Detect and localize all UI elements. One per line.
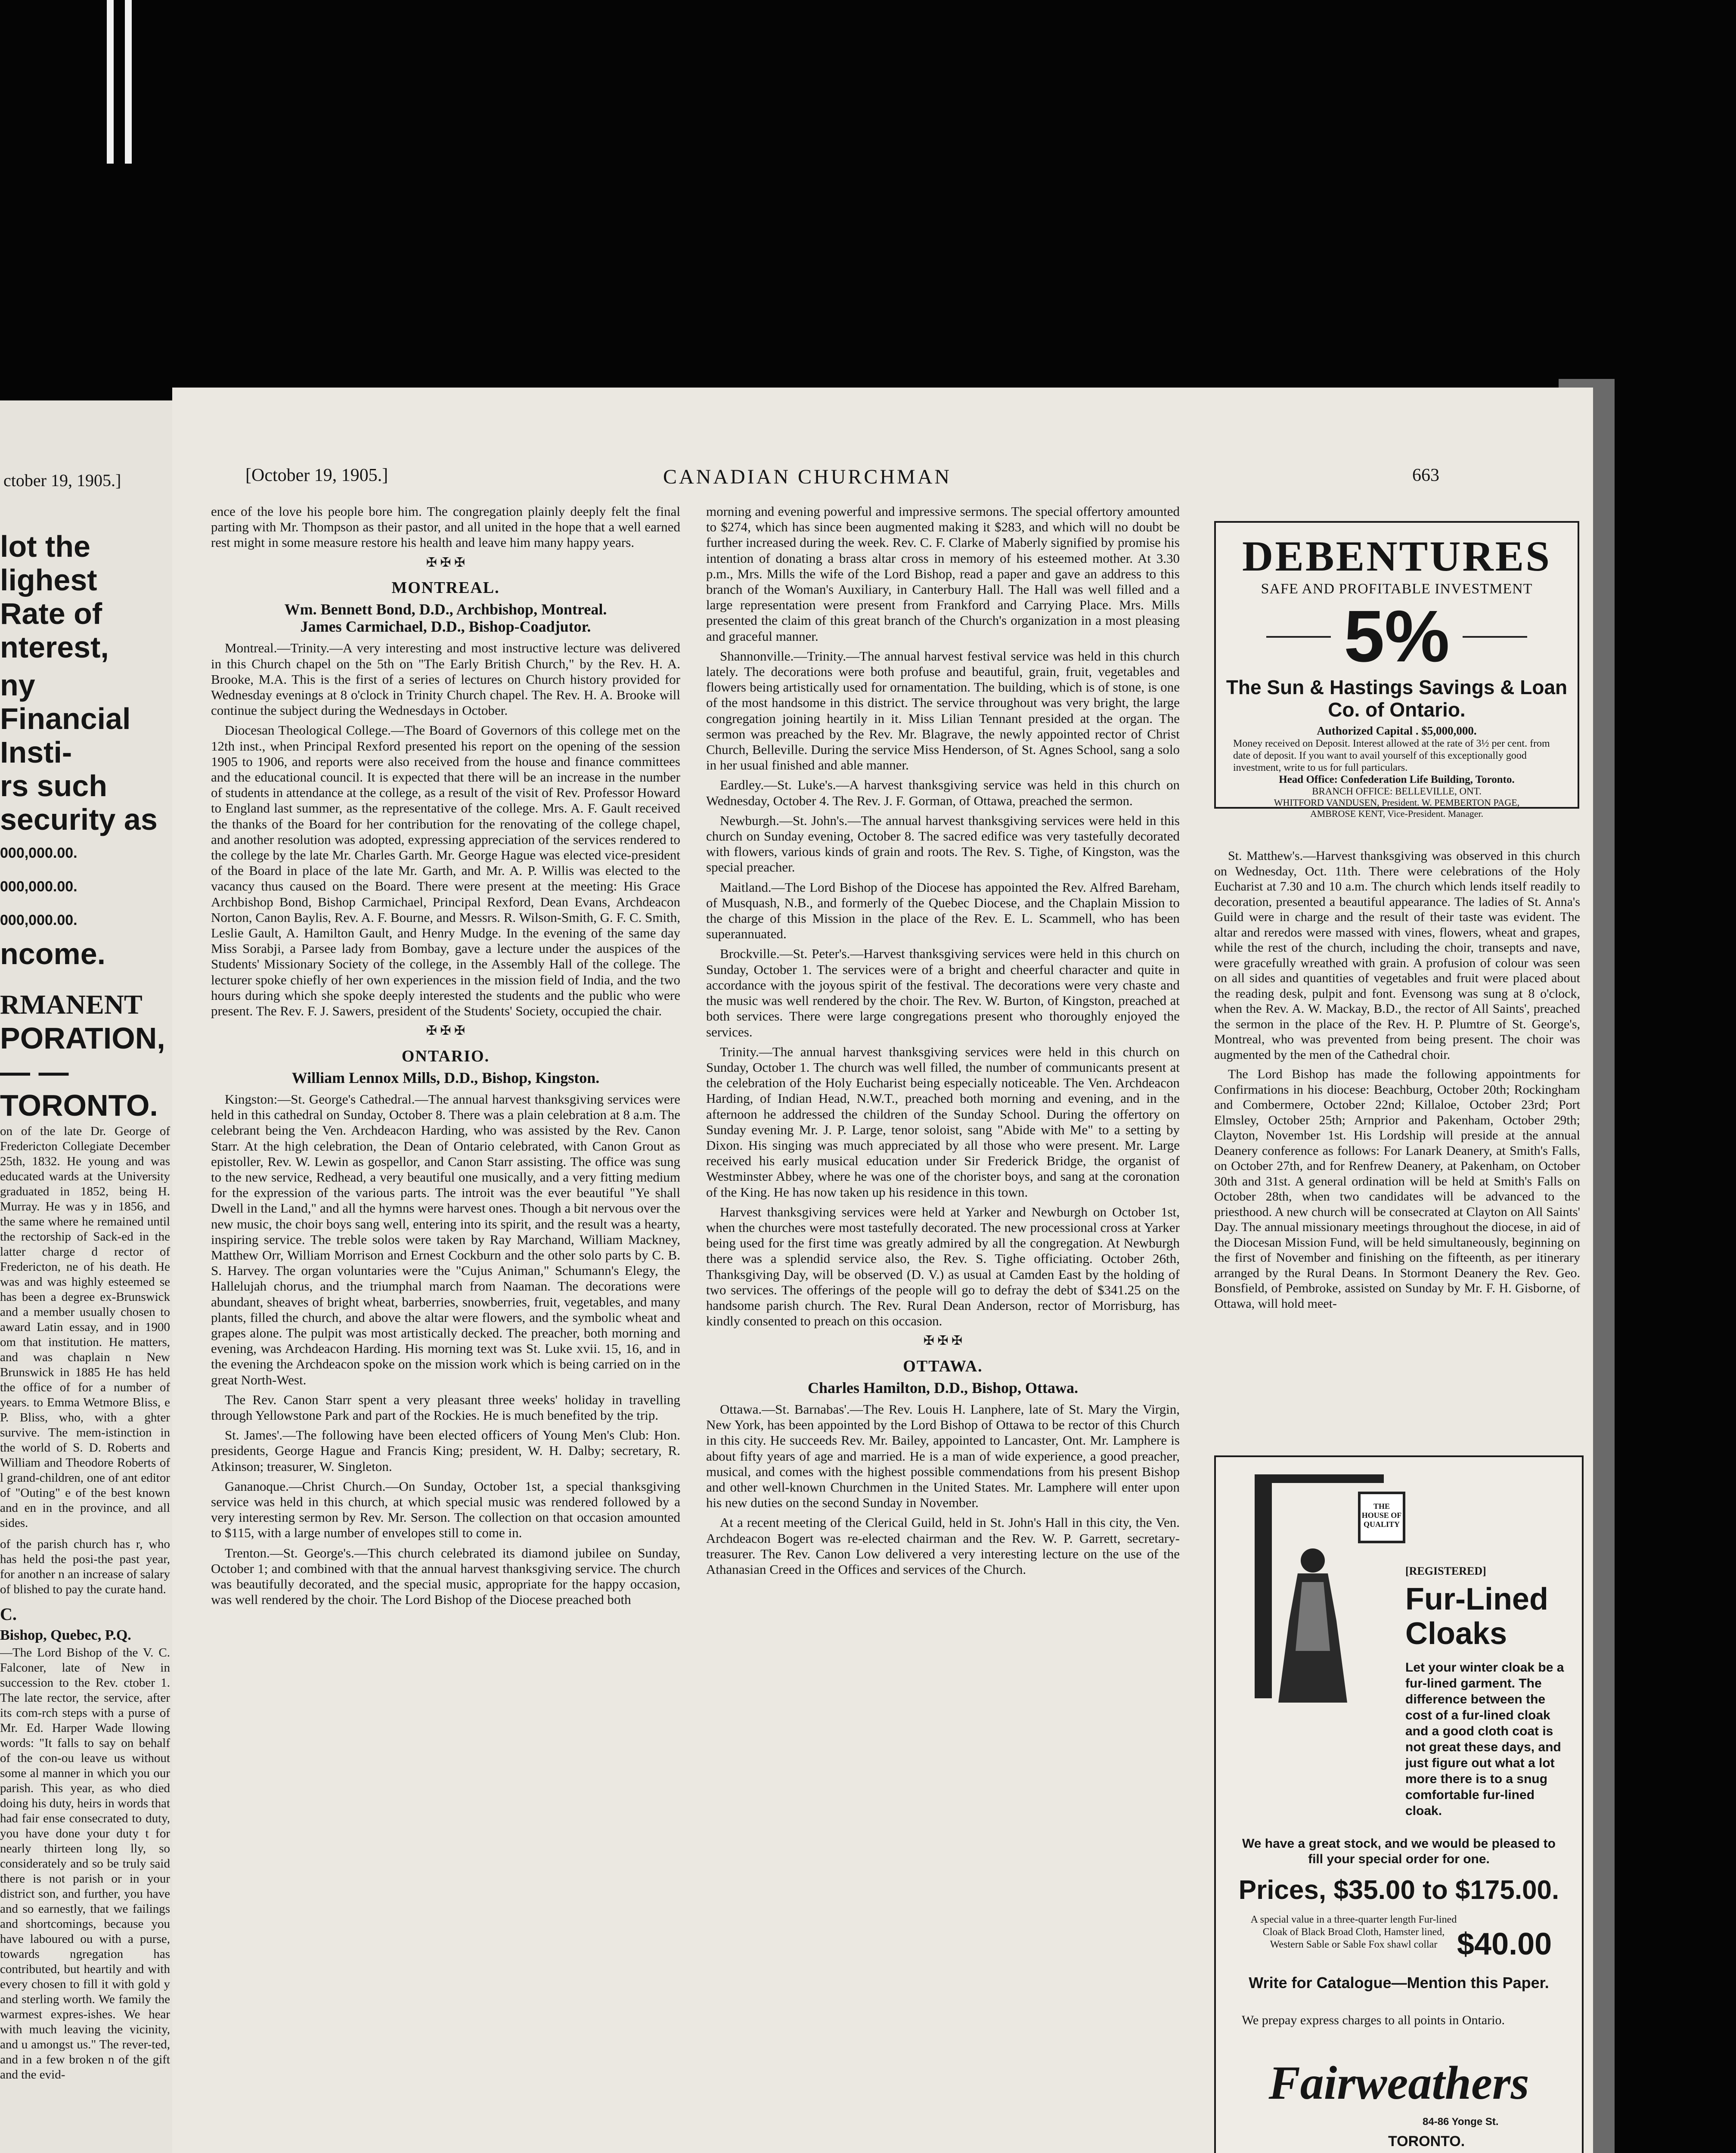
special-value: A special value in a three-quarter length Fur-lined Cloak of Black Broad Cloth, Hamster lined, Western Sable or Sable Fox shawl collar — [1250, 1914, 1457, 1950]
left-advert-line: nterest, — [0, 630, 109, 664]
left-section-heading: C. — [0, 1604, 17, 1624]
article-paragraph: Newburgh.—St. John's.—The annual harvest thanksgiving services were held in this church on Sunday evening, October 8. The sacred edifice was very tastefully decorated with flowers, various kinds of grain and roots. The Rev. S. Tighe, of Kingston, was the special preacher. — [706, 813, 1180, 875]
article-paragraph: Shannonville.—Trinity.—The annual harvest festival service was held in this church lately. The decorations were both profuse and beautiful, grain, fruit, vegetables and flowers being artistically used for ornamentation. The building, which is of stone, is one of the most handsome in this district. The service throughout was very bright, the large congregation joining heartily in it. Miss Lilian Tennant presided at the organ. The sermon was preached by the Rev. Mr. Blagrave, the newly appointed rector of Christ Church, Belleville. During the service Miss Henderson, of St. Agnes School, sang a solo in her usual finished and able manner. — [706, 648, 1180, 773]
officers: AMBROSE KENT, Vice-President. Manager. — [1310, 808, 1484, 819]
left-advert-line: lighest — [0, 563, 97, 597]
page-number: 663 — [1412, 465, 1439, 485]
interest-rate: 5% — [1344, 596, 1450, 677]
column-2 — [706, 504, 1180, 1582]
article-paragraph: ence of the love his people bore him. The congregation plainly deeply felt the final parting with Mr. Thompson as their pastor, and all united in the hope that a well earned rest might in some measure restore his health and leave him many happy years. — [211, 504, 680, 550]
article-paragraph: Montreal.—Trinity.—A very interesting and most instructive lecture was delivered in this Church chapel on the 5th on "The Early British Church," by the Rev. H. A. Brooke, M.A. This is the first of a series of lectures on Church history provided for Wednesday evenings at 8 o'clock in Trinity Church chapel. The Rev. H. A. Brooke will continue the subject during the Wednesdays in October. — [211, 640, 680, 718]
article-paragraph: At a recent meeting of the Clerical Guild, held in St. John's Hall in this city, the Ven. Archdeacon Bogert was re-elected chairman and the Rev. W. P. Garrett, secretary-treasurer. The Rev. Canon Low delivered a very interesting lecture on the use of the Athanasian Creed in the Offices and services of the Church. — [706, 1515, 1180, 1577]
divider — [1266, 636, 1331, 638]
left-page-fragment — [0, 400, 181, 2153]
rate-block — [1216, 596, 1578, 677]
branch-office: BRANCH OFFICE: BELLEVILLE, ONT. — [1312, 786, 1482, 797]
column-1 — [211, 504, 680, 1612]
left-advert-sub: 000,000.00. — [0, 878, 78, 895]
stock-note: We have a great stock, and we would be pleased to fill your special order for one. — [1242, 1837, 1556, 1866]
house-of-quality-sign: THE HOUSE OF QUALITY — [1358, 1492, 1405, 1543]
left-obituary: on of the late Dr. George of Fredericton Collegiate December 25th, 1832. He young and was educated wards at the University graduated in 1852, being H. Murray. He was y in 1856, and the same where he remained until the rectorship of Sack-ed in the latter charge d rector of Fredericton, ne of his death. He was and was highly esteemed se has been a degree ex-Brunswick and a member usually chosen to award Latin essay, and in 1900 om that institution. He matters, and was chaplain n New Brunswick in 1885 He has held the office of for a number of years. to Emma Wetmore Bliss, e P. Bliss, who, with a ghter survive. The mem-istinction in the world of S. D. Roberts and William and Theodore Roberts of l grand-children, one of ant editor of "Outing" e of the best known and en in the province, and all sides. — [0, 1124, 170, 1530]
divider — [1463, 636, 1527, 638]
article-paragraph: Eardley.—St. Luke's.—A harvest thanksgiving service was held in this church on Wednesday, October 4. The Rev. J. F. Gorman, of Ottawa, preached the sermon. — [706, 777, 1180, 808]
left-advert-sub: 000,000.00. — [0, 845, 78, 861]
article-paragraph: The Lord Bishop has made the following appointments for Confirmations in his diocese: Beachburg, October 20th; Rockingham and Combermere, October 22nd; Killaloe, October 23rd; Port Elmsley, October 25th; Arnprior and Pakenham, October 29th; Clayton, November 1st. His Lordship will preside at the annual Deanery conference as follows: For Lanark Deanery, at Smith's Falls, on October 27th, and for Renfrew Deanery, at Pakenham, on October 30th and 31st. A general ordination will be held at Smith's Falls on October 28th, when two candidates will be advanced to the priesthood. A new church will be consecrated at Clayton on All Saints' Day. The annual missionary meetings throughout the diocese, in aid of the Diocesan Mission Fund, will be held simultaneously, beginning on the first of November and finishing on the fifteenth, as per itinerary arranged by the Rural Deans. In Stormont Deanery the Rev. Geo. Bonsfield, of Pembroke, assisted on Sunday by Mr. F. H. Gisborne, of Ottawa, will hold meet- — [1214, 1067, 1580, 1311]
column-3 — [1214, 848, 1580, 1315]
left-advert-brand: RMANENT — [0, 989, 143, 1020]
film-mark — [125, 0, 132, 164]
article-paragraph: Maitland.—The Lord Bishop of the Diocese has appointed the Rev. Alfred Bareham, of Musquash, N.B., and formerly of the Quebec Diocese, and the Chaplain Mission to the charge of this Mission in the place of the Rev. E. L. Scammell, who has been superannuated. — [706, 879, 1180, 942]
section-ornament: ✠ ✠ ✠ — [426, 555, 465, 570]
left-advert — [0, 530, 172, 1122]
headline-line: Cloaks — [1405, 1616, 1507, 1651]
article-paragraph: Ottawa.—St. Barnabas'.—The Rev. Louis H. Lanphere, late of St. Mary the Virgin, New York, has been appointed by the Lord Bishop of Ottawa to be rector of this Church in this city. He succeeds Rev. Mr. Bailey, appointed to Lancaster, Ont. Mr. Lamphere is about fifty years of age and married. He is a man of wide experience, a good preacher, musical, and comes with the highest possible commendations from his present Bishop and other well-known Churchmen in the United States. Mr. Lamphere will enter upon his new duties on the second Sunday in November. — [706, 1401, 1180, 1511]
left-quebec-body: —The Lord Bishop of the V. C. Falconer, late of New in succession to the Rev. ctober 1. The late rector, the service, after its com-rch steps with a purse of Mr. Ed. Harper Wade llowing words: "It falls to say on behalf of the con-ou leave us without some al manner in which you our parish. This year, as who died doing his duty, heirs in words that had fair ense consecrated to duty, you have done your duty t for nearly thirteen long lly, so considerately and so be truly said there is not parish or in your district son, and further, you have and so earnestly, that we failings and shortcomings, because you have laboured ou with a purse, towards ngregation has contributed, but heartily and with every chosen to fill it with gold y and sterling worth. We family the warmest expres-ishes. We hear with much leaving the vicinity, and u amongst us." The rever-ted, and in a few broken n of the gift and the evid- — [0, 1646, 170, 2082]
headline-block — [1405, 1582, 1569, 1651]
woman-in-cloak-illustration — [1272, 1543, 1354, 1707]
article-paragraph: Brockville.—St. Peter's.—Harvest thanksgiving services were held in this church on Sunday, October 1. The services were of a bright and cheerful character and quite in accordance with the joyous spirit of the festival. The decorations were very chaste and the music was well rendered by the choir. The Rev. W. Burton, of Kingston, preached at both services. There were large congregations present who thoroughly enjoyed the services. — [706, 946, 1180, 1039]
left-advert-line: lot the — [0, 530, 90, 563]
authorized-capital: Authorized Capital . $5,000,000. — [1317, 724, 1477, 737]
store-address: 84-86 Yonge St. — [1423, 2116, 1499, 2128]
section-heading-ontario: ONTARIO. — [401, 1047, 490, 1065]
article-paragraph: Diocesan Theological College.—The Board of Governors of this college met on the 12th inst., when Principal Rexford presented his report on the opening of the session 1905 to 1906, and reports were also received from the house and finance committees and the educational council. It is expected that there will be an increase in the number of students in attendance at the college, as a result of the visit of Rev. Professor Howard to England last summer, as the representative of the college. Mrs. A. F. Gault received the thanks of the Board for her contribution for the renovating of the college chapel, and another resolution was adopted, expressing appreciation of the services rendered to the college by the late Mr. Charles Garth. Mr. George Hague was elected vice-president of the Board in place of the late Mr. Garth, and Mr. A. P. Willis was elected to the vacancy thus caused on the Board. There were present at the meeting: His Grace Archbishop Bond, Bishop Carmichael, Principal Rexford, Dean Evans, Archdeacon Norton, Canon Baylis, Rev. A. F. Bourne, and Messrs. R. Wilson-Smith, G. F. C. Smith, Leslie Gault, A. Hamilton Gault, and Henry Mudge. In the evening of the same day Miss Sorabji, a Parsee lady from Bombay, gave a lecture under the auspices of the Students' Missionary Society of the college, in the Assembly Hall of the college. The lecturer spoke chiefly of her own experiences in the mission field of India, and the two hours during which she spoke deeply interested the students and the public who were present. The Rev. F. J. Sawers, president of the Students' Society, occupied the chair. — [211, 723, 680, 1019]
left-quebec-heading: Bishop, Quebec, P.Q. — [0, 1627, 131, 1643]
film-mark — [107, 0, 114, 164]
debentures-advert — [1214, 521, 1579, 819]
left-advert-brand-city: — — TORONTO. — [0, 1055, 158, 1122]
store-city: TORONTO. — [1388, 2133, 1465, 2150]
bishop-line: William Lennox Mills, D.D., Bishop, Kingston. — [291, 1069, 600, 1086]
price-range: Prices, $35.00 to $175.00. — [1238, 1875, 1559, 1905]
left-advert-sub: 000,000.00. — [0, 912, 78, 928]
fairweathers-advert — [1214, 1455, 1584, 2153]
advert-subtitle: SAFE AND PROFITABLE INVESTMENT — [1261, 581, 1533, 597]
bishop-line: James Carmichael, D.D., Bishop-Coadjutor. — [300, 618, 591, 636]
left-advert-sub: ny Financial Insti- — [0, 668, 131, 769]
left-advert-brand-sub: PORATION, — [0, 1021, 165, 1055]
section-heading-ottawa: OTTAWA. — [903, 1357, 983, 1375]
article-paragraph: Trinity.—The annual harvest thanksgiving services were held in this church on Sunday, October 1. The church was well filled, the number of communicants present at the celebration of the Holy Eucharist being especially noticeable. The Ven. Archdeacon Harding, of Indian Head, N.W.T., preached both morning and evening, and in the afternoon he addressed the children of the Sunday School. During the offertory on Sunday evening Mr. J. P. Large, tenor soloist, sang "Abide with Me" to a setting by Dixon. His singing was much appreciated by all those who were present. Mr. Large received his early musical education under Sir Frederick Bridge, the organist of Westminster Abbey, where he was one of the chorister boys, and sang at the coronation of the King. He has now taken up his residence in this town. — [706, 1044, 1180, 1200]
article-paragraph: Trenton.—St. George's.—This church celebrated its diamond jubilee on Sunday, October 1; and combined with that the annual harvest thanksgiving service. The church was beautifully decorated, and the special music, appropriate for the happy occasion, was well rendered by the choir. The Lord Bishop of the Diocese preached both — [211, 1545, 680, 1607]
left-advert-sub: ncome. — [0, 937, 106, 971]
sign-post — [1255, 1474, 1272, 1698]
advert-title: DEBENTURES — [1242, 532, 1551, 580]
article-paragraph: Gananoque.—Christ Church.—On Sunday, October 1st, a special thanksgiving service was held in this church, at which special music was rendered followed by a very interesting sermon by Rev. Mr. Serson. The collection on that occasion amounted to $115, with a large number of envelopes still to come in. — [211, 1478, 680, 1541]
masthead-title: CANADIAN CHURCHMAN — [663, 465, 952, 488]
left-parish-note: of the parish church has r, who has held the posi-the past year, for another n an increase of salary of blished to pay the curate hand. — [0, 1537, 170, 1596]
head-office: Head Office: Confederation Life Building, Toronto. — [1279, 774, 1515, 785]
article-paragraph: St. James'.—The following have been elected officers of Young Men's Club: Hon. presidents, George Hague and Francis King; president, W. H. Dalby; secretary, R. Atkinson; treasurer, W. Singleton. — [211, 1427, 680, 1474]
registered-mark: [REGISTERED] — [1405, 1565, 1486, 1577]
fairweathers-logo: Fairweathers — [1268, 2057, 1529, 2109]
left-advert-sub: rs such security as — [0, 769, 158, 836]
article-paragraph: Kingston:—St. George's Cathedral.—The annual harvest thanksgiving services were held in this cathedral on Sunday, October 8. There was a plain celebration at 8 a.m. The celebrant being the Ven. Archdeacon Harding, who was assisted by the Rev. Canon Starr. At the high celebration, the Dean of Ontario celebrated, with Canon Grout as epistoller, Rev. W. Lewin as gospellor, and Canon Starr assisting. The office was sung to the new service, Redhead, a very beautiful one musically, and a very fitting medium for the expression of the various parts. The introit was the ever beautiful "Ye shall Dwell in the Land," and all the hymns were harvest ones. Though a bit nervous over the new music, the choir boys sang well, entering into its spirit, and the result was a hearty, inspiring service. The treble solos were taken by Ray Marchand, William Mackney, Matthew Orr, William Morrison and Ernest Cockburn and the other solo parts by C. B. S. Harvey. The organ voluntaries were the "Cujus Animan," Schumann's Elegy, the Hallelujah chorus, and the triumphal march from Naaman. The decorations were abundant, sheaves of bright wheat, barberries, snowberries, fruit, vegetables, and many plants, filled the church, and above the altar were flowers, and the symbolic wheat and grapes alone. The pulpit was most artistically decked. The preacher, both morning and evening, was Archdeacon Harding. His morning text was St. Luke xvii. 15, 16, and in the evening the Archdeacon spoke on the mission work which is being carried on in the great North-West. — [211, 1091, 680, 1387]
headline-line: Fur-Lined — [1405, 1582, 1548, 1616]
company-name: The Sun & Hastings Savings & Loan Co. of Ontario. — [1226, 676, 1568, 721]
left-column-text — [0, 1124, 170, 2082]
advert-body: Let your winter cloak be a fur-lined garment. The difference between the cost of a fur-lined cloak and a good cloth coat is not great these days, and just figure out what a lot more there is to a snug comfortable fur-lined cloak. — [1405, 1660, 1564, 1818]
section-ornament: ✠ ✠ ✠ — [923, 1334, 963, 1348]
catalogue-note: Write for Catalogue—Mention this Paper. — [1249, 1974, 1549, 1992]
sign-arm — [1255, 1474, 1384, 1483]
left-running-head: ctober 19, 1905.] — [3, 471, 121, 490]
article-paragraph: Harvest thanksgiving services were held at Yarker and Newburgh on October 1st, when the churches were most tastefully decorated. The new processional cross at Yarker being used for the first time was greatly admired by all the congregation. At Newburgh there was a splendid service also, the Rev. S. Tighe officiating. October 26th, Thanksgiving Day, will be observed (D. V.) as usual at Camden East by the holding of two services. The offerings of the people will go to defray the debt of $341.25 on the handsome parish church. The Rev. Rural Dean Anderson, rector of Morrisburg, has kindly consented to preach on this occasion. — [706, 1204, 1180, 1329]
section-heading-montreal: MONTREAL. — [391, 578, 500, 597]
prepay-note: We prepay express charges to all points in Ontario. — [1242, 2013, 1505, 2027]
bishop-line: Wm. Bennett Bond, D.D., Archbishop, Montreal. — [284, 601, 607, 618]
left-advert-line: Rate of — [0, 597, 102, 630]
section-ornament: ✠ ✠ ✠ — [426, 1024, 465, 1038]
special-price: $40.00 — [1457, 1927, 1552, 1961]
bishop-line: Charles Hamilton, D.D., Bishop, Ottawa. — [807, 1379, 1079, 1396]
article-paragraph: St. Matthew's.—Harvest thanksgiving was observed in this church on Wednesday, Oct. 11th. There were celebrations of the Holy Eucharist at 7.30 and 10 a.m. The church which lends itself readily to decoration, presented a beautiful appearance. The ladies of St. Anna's Guild were in charge and the result of their taste was evident. The altar and reredos were massed with vines, flowers, wheat and grapes, while the rest of the church, including the choir, transepts and nave, were gracefully wreathed with grain. A profusion of colour was seen on all sides and quantities of vegetables and fruit were placed about the reading desk, pulpit and font. Evensong was sung at 8 o'clock, when the Rev. A. W. Mackay, B.D., the rector of All Saints', preached the sermon in the place of the Rev. H. P. Plumtre of St. George's, Montreal, who was prevented from being present. The choir was augmented by the men of the Cathedral choir. — [1214, 849, 1580, 1062]
article-paragraph: The Rev. Canon Starr spent a very pleasant three weeks' holiday in travelling through Yellowstone Park and part of the Rockies. He is much benefited by the trip. — [211, 1392, 680, 1423]
issue-date: [October 19, 1905.] — [245, 465, 388, 485]
officers: WHITFORD VANDUSEN, President. W. PEMBERTON PAGE, — [1274, 797, 1520, 808]
newspaper-page — [172, 388, 1593, 2153]
advert-body: Money received on Deposit. Interest allowed at the rate of 3½ per cent. from date of deposit. If you want to avail yourself of this exceptionally good investment, write to us for full particulars. — [1233, 738, 1550, 773]
article-paragraph: morning and evening powerful and impressive sermons. The special offertory amounted to $274, which has since been augmented making it $283, and which will no doubt be further increased during the week. Rev. C. F. Clarke of Maberly signified by promise his intention of donating a brass altar cross in memory of his esteemed mother. At 3.30 p.m., Mrs. Mills the wife of the Lord Bishop, read a paper and gave an address to this branch of the Woman's Auxiliary, in Canterbury Hall. The Hall was well filled and a large representation were present from Frankford and Carrying Place. Mrs. Mills presented the claim of this great branch of the Church's organization in a most pleasing and graceful manner. — [706, 504, 1180, 644]
